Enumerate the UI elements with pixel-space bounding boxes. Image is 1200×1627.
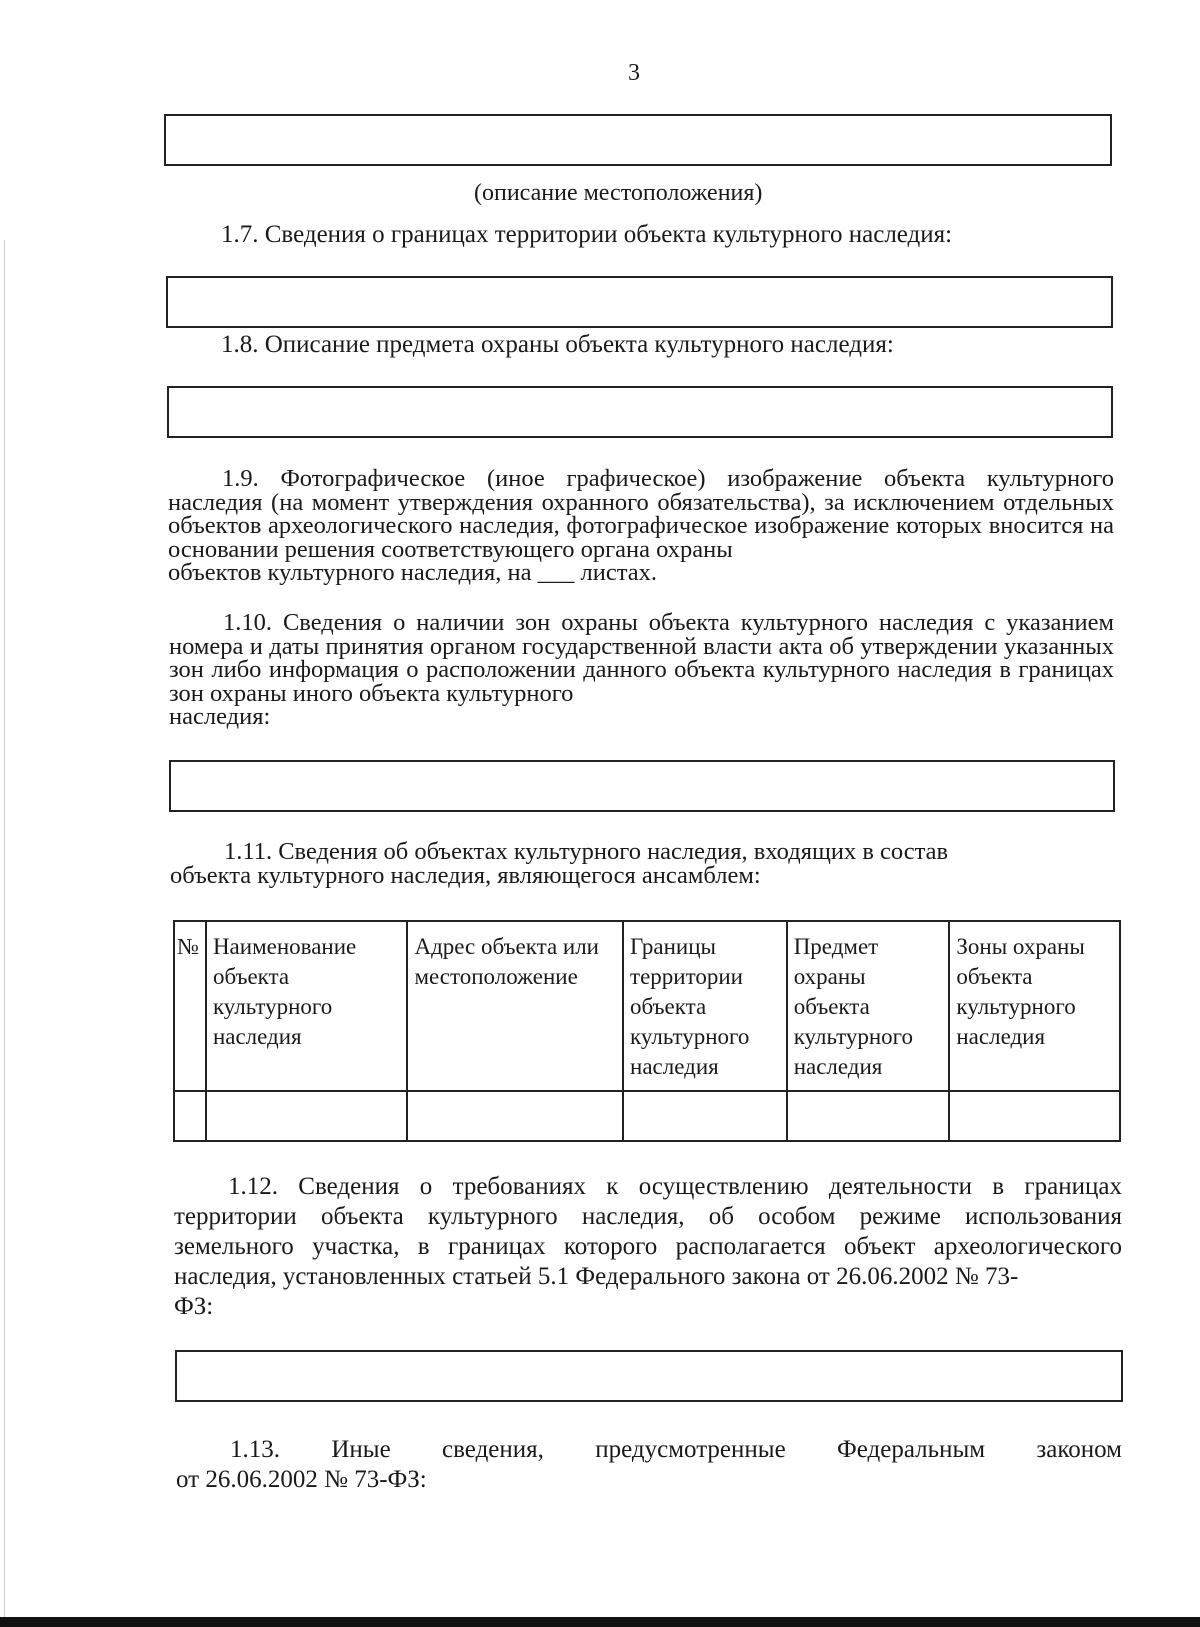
section-1-11-text: 1.11. Сведения об объектах культурного наследия, входящих в состав bbox=[224, 838, 949, 865]
table-header-address: Адрес объекта или местоположение bbox=[407, 921, 623, 1091]
section-1-11-paragraph bbox=[170, 840, 1114, 887]
table-header-boundaries: Границы территории объекта культурного наследия bbox=[623, 921, 787, 1091]
section-1-9-text: 1.9. Фотографическое (иное графическое) изображение объекта культурного наследия (на момент утверждения охранного обязательства), за исключением отдельных объектов археологического наследия, фотографическое изображение которых вносится на основании решения соответствующего органа охраны bbox=[168, 465, 1114, 563]
table-cell[interactable] bbox=[949, 1091, 1120, 1141]
table-cell[interactable] bbox=[206, 1091, 408, 1141]
section-1-13-paragraph bbox=[176, 1435, 1122, 1495]
section-1-10-text: 1.10. Сведения о наличии зон охраны объекта культурного наследия с указанием номера и даты принятия органом государственной власти акта об утверждении указанных зон либо информация о расположении данного объекта культурного наследия в границах зон охраны иного объекта культурного bbox=[169, 609, 1114, 707]
table-row bbox=[174, 1091, 1120, 1141]
protection-subject-field[interactable] bbox=[167, 386, 1113, 438]
scan-bottom-border bbox=[0, 1617, 1200, 1627]
section-1-10-paragraph bbox=[169, 611, 1114, 729]
activity-requirements-field[interactable] bbox=[175, 1350, 1123, 1402]
table-cell[interactable] bbox=[623, 1091, 787, 1141]
table-header-protection-zones: Зоны охраны объекта культурного наследия bbox=[949, 921, 1120, 1091]
territory-boundaries-field[interactable] bbox=[166, 276, 1113, 328]
location-caption: (описание местоположения) bbox=[474, 180, 763, 206]
section-1-7-heading: 1.7. Сведения о границах территории объекта культурного наследия: bbox=[221, 221, 953, 248]
section-1-13-text: 1.13. Иные сведения, предусмотренные Федеральным законом bbox=[230, 1436, 1122, 1463]
table-cell[interactable] bbox=[407, 1091, 623, 1141]
section-1-8-heading: 1.8. Описание предмета охраны объекта культурного наследия: bbox=[221, 331, 894, 358]
section-1-12-last-line: ФЗ: bbox=[174, 1293, 214, 1320]
table-cell[interactable] bbox=[787, 1091, 950, 1141]
table-header-protection-subject: Предмет охраны объекта культурного наследия bbox=[787, 921, 950, 1091]
protection-zones-field[interactable] bbox=[169, 760, 1115, 812]
section-1-9-paragraph bbox=[168, 467, 1114, 585]
scan-edge bbox=[4, 240, 5, 1620]
section-1-11-last-line: объекта культурного наследия, являющегося ансамблем: bbox=[170, 861, 761, 889]
ensemble-objects-table bbox=[173, 920, 1121, 1142]
section-1-9-last-line: объектов культурного наследия, на ___ листах. bbox=[168, 559, 657, 586]
section-1-12-paragraph bbox=[174, 1172, 1122, 1322]
table-cell[interactable] bbox=[174, 1091, 206, 1141]
table-header-name: Наименование объекта культурного наследия bbox=[206, 921, 408, 1091]
location-field[interactable] bbox=[164, 114, 1112, 166]
section-1-13-last-line: от 26.06.2002 № 73-ФЗ: bbox=[176, 1466, 427, 1493]
page-number: 3 bbox=[628, 60, 640, 86]
table-header-row bbox=[174, 921, 1120, 1091]
section-1-10-last-line: наследия: bbox=[169, 703, 271, 730]
section-1-12-text: 1.12. Сведения о требованиях к осуществлению деятельности в границах территории объекта культурного наследия, об особом режиме использования земельного участка, в границах которого располагается объект археологического наследия, установленных статьей 5.1 Федерального закона от 26.06.2002 № 73- bbox=[174, 1173, 1122, 1290]
table-header-number: № bbox=[174, 921, 206, 1091]
